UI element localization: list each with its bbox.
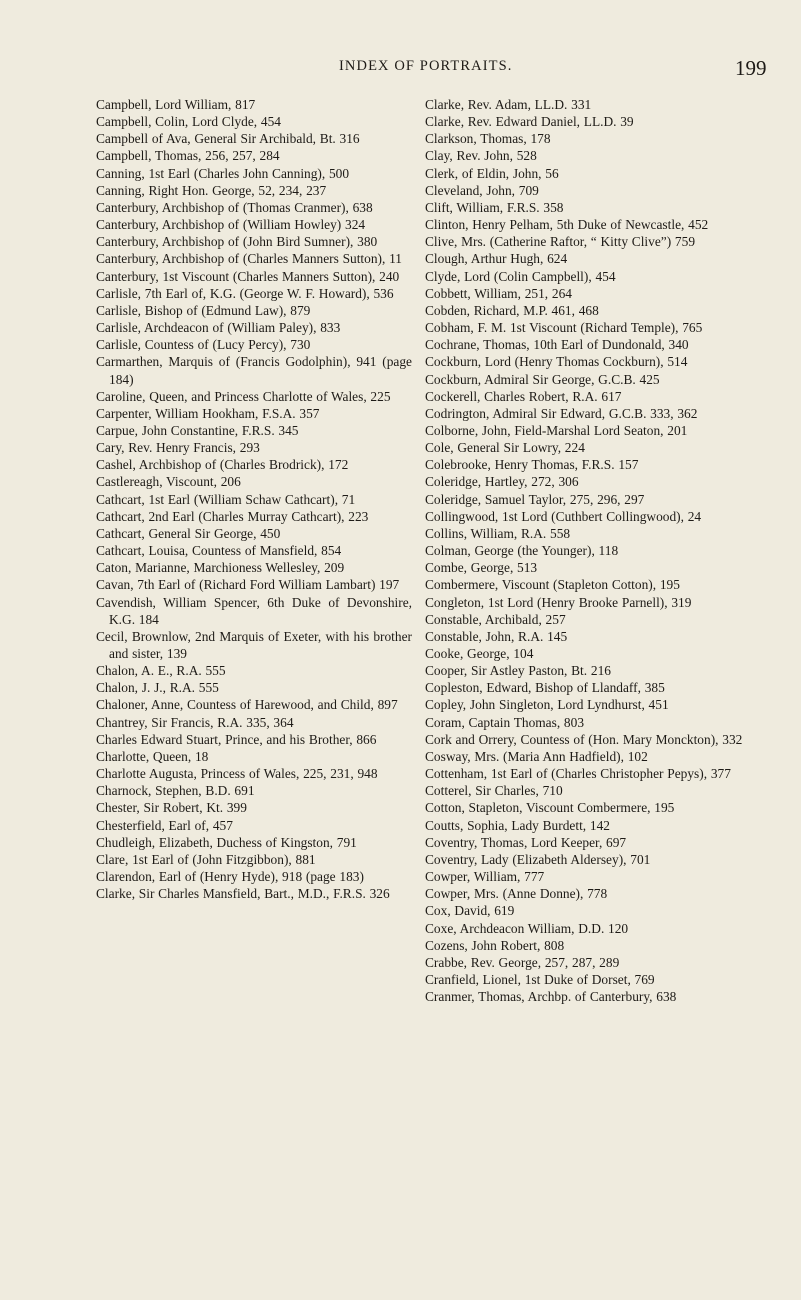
index-entry: Cottenham, 1st Earl of (Charles Christopher Pepys), 377 <box>425 766 731 782</box>
index-entry: Clarke, Rev. Edward Daniel, LL.D. 39 <box>425 114 634 130</box>
index-entry: Campbell, Thomas, 256, 257, 284 <box>96 148 280 164</box>
index-entry: Coram, Captain Thomas, 803 <box>425 714 585 730</box>
index-entry: Coleridge, Hartley, 272, 306 <box>425 474 579 490</box>
index-entry: Charnock, Stephen, B.D. 691 <box>96 783 255 799</box>
index-entry: Collins, William, R.A. 558 <box>425 525 571 541</box>
index-entry: Chaloner, Anne, Countess of Harewood, and Child, 897 <box>96 697 398 713</box>
index-entry: Clough, Arthur Hugh, 624 <box>425 251 568 267</box>
index-column-left <box>96 96 412 902</box>
index-entry: Charlotte Augusta, Princess of Wales, 225, 231, 948 <box>96 766 378 782</box>
index-entry: Cranmer, Thomas, Archbp. of Canterbury, 638 <box>425 989 677 1005</box>
index-entry: Chesterfield, Earl of, 457 <box>96 817 233 833</box>
index-entry: Cork and Orrery, Countess of (Hon. Mary Monckton), 332 <box>425 731 743 747</box>
index-entry: Collingwood, 1st Lord (Cuthbert Collingwood), 24 <box>425 508 702 524</box>
index-entry: Clarkson, Thomas, 178 <box>425 131 551 147</box>
index-entry: Constable, Archibald, 257 <box>425 611 566 627</box>
index-entry: Caroline, Queen, and Princess Charlotte of Wales, 225 <box>96 388 391 404</box>
index-entry: Clinton, Henry Pelham, 5th Duke of Newcastle, 452 <box>425 217 709 233</box>
index-entry: Colebrooke, Henry Thomas, F.R.S. 157 <box>425 457 639 473</box>
index-entry: Clare, 1st Earl of (John Fitzgibbon), 881 <box>96 851 316 867</box>
index-entry: Cathcart, 1st Earl (William Schaw Cathcart), 71 <box>96 491 356 507</box>
index-entry: Carlisle, Countess of (Lucy Percy), 730 <box>96 337 311 353</box>
index-entry: Chester, Sir Robert, Kt. 399 <box>96 800 247 816</box>
index-entry: Clyde, Lord (Colin Campbell), 454 <box>425 268 616 284</box>
index-entry: Cathcart, General Sir George, 450 <box>96 525 281 541</box>
index-entry: Constable, John, R.A. 145 <box>425 628 568 644</box>
index-entry: Cowper, Mrs. (Anne Donne), 778 <box>425 886 608 902</box>
index-entry: Cavan, 7th Earl of (Richard Ford William Lambart) 197 <box>96 577 400 593</box>
index-entry: Carlisle, 7th Earl of, K.G. (George W. F. Howard), 536 <box>96 285 394 301</box>
index-entry: Cleveland, John, 709 <box>425 182 539 198</box>
index-entry: Cozens, John Robert, 808 <box>425 937 565 953</box>
index-entry: Cary, Rev. Henry Francis, 293 <box>96 440 260 456</box>
index-entry: Cathcart, Louisa, Countess of Mansfield, 854 <box>96 543 342 559</box>
index-entry: Cooper, Sir Astley Paston, Bt. 216 <box>425 663 611 679</box>
running-head <box>0 58 801 82</box>
index-entry: Coventry, Lady (Elizabeth Aldersey), 701 <box>425 851 651 867</box>
index-entry: Cockburn, Lord (Henry Thomas Cockburn), 514 <box>425 354 688 370</box>
index-column-right <box>425 96 745 1005</box>
index-entry: Cox, David, 619 <box>425 903 515 919</box>
index-entry: Combermere, Viscount (Stapleton Cotton), 195 <box>425 577 680 593</box>
index-entry: Chalon, J. J., R.A. 555 <box>96 680 219 696</box>
index-entry: Carpue, John Constantine, F.R.S. 345 <box>96 422 299 438</box>
index-entry: Carmarthen, Marquis of (Francis Godolphin), 941 (page 184) <box>96 354 412 387</box>
index-entry: Canterbury, 1st Viscount (Charles Manners Sutton), 240 <box>96 268 400 284</box>
index-entry: Cotton, Stapleton, Viscount Combermere, 195 <box>425 800 675 816</box>
index-entry: Cobham, F. M. 1st Viscount (Richard Temple), 765 <box>425 320 703 336</box>
index-entry: Canning, Right Hon. George, 52, 234, 237 <box>96 182 327 198</box>
index-entry: Campbell of Ava, General Sir Archibald, Bt. 316 <box>96 131 360 147</box>
index-entry: Colborne, John, Field-Marshal Lord Seaton, 201 <box>425 422 688 438</box>
index-entry: Cockburn, Admiral Sir George, G.C.B. 425 <box>425 371 660 387</box>
index-entry: Chalon, A. E., R.A. 555 <box>96 663 226 679</box>
index-entry: Cole, General Sir Lowry, 224 <box>425 440 585 456</box>
index-entry: Congleton, 1st Lord (Henry Brooke Parnell), 319 <box>425 594 692 610</box>
index-entry: Canterbury, Archbishop of (Charles Manners Sutton), 11 <box>96 251 402 267</box>
index-entry: Campbell, Lord William, 817 <box>96 97 256 112</box>
index-entry: Cranfield, Lionel, 1st Duke of Dorset, 769 <box>425 971 655 987</box>
index-entry: Charles Edward Stuart, Prince, and his Brother, 866 <box>96 731 377 747</box>
index-entry: Cavendish, William Spencer, 6th Duke of Devonshire, K.G. 184 <box>96 594 412 627</box>
index-entry: Crabbe, Rev. George, 257, 287, 289 <box>425 954 620 970</box>
index-entry: Cooke, George, 104 <box>425 646 534 661</box>
index-entry: Canterbury, Archbishop of (Thomas Cranmer), 638 <box>96 199 373 215</box>
index-entry: Copley, John Singleton, Lord Lyndhurst, 451 <box>425 697 669 713</box>
index-entry: Cockerell, Charles Robert, R.A. 617 <box>425 388 622 404</box>
index-entry: Clive, Mrs. (Catherine Raftor, “ Kitty Clive”) 759 <box>425 234 696 250</box>
index-entry: Clerk, of Eldin, John, 56 <box>425 165 559 181</box>
index-entry: Campbell, Colin, Lord Clyde, 454 <box>96 114 281 130</box>
page-number: 199 <box>735 56 767 80</box>
index-entry: Coleridge, Samuel Taylor, 275, 296, 297 <box>425 491 645 507</box>
index-entry: Canning, 1st Earl (Charles John Canning), 500 <box>96 165 350 181</box>
index-entry: Carlisle, Bishop of (Edmund Law), 879 <box>96 302 311 318</box>
index-entry: Cobbett, William, 251, 264 <box>425 285 572 301</box>
index-entry: Clay, Rev. John, 528 <box>425 148 537 164</box>
index-entry: Chantrey, Sir Francis, R.A. 335, 364 <box>96 714 294 730</box>
index-entry: Colman, George (the Younger), 118 <box>425 543 619 559</box>
index-entry: Charlotte, Queen, 18 <box>96 748 209 764</box>
running-title: INDEX OF PORTRAITS. <box>339 58 513 74</box>
index-entry: Canterbury, Archbishop of (John Bird Sumner), 380 <box>96 234 378 250</box>
index-entry: Clarke, Rev. Adam, LL.D. 331 <box>425 97 592 112</box>
index-entry: Cosway, Mrs. (Maria Ann Hadfield), 102 <box>425 748 648 764</box>
index-entry: Cowper, William, 777 <box>425 869 545 885</box>
index-entry: Clarendon, Earl of (Henry Hyde), 918 (page 183) <box>96 869 364 885</box>
index-entry: Coutts, Sophia, Lady Burdett, 142 <box>425 817 610 833</box>
index-entry: Cathcart, 2nd Earl (Charles Murray Cathcart), 223 <box>96 508 369 524</box>
index-entry: Carpenter, William Hookham, F.S.A. 357 <box>96 405 320 421</box>
index-entry: Clift, William, F.R.S. 358 <box>425 199 564 215</box>
index-entry: Cotterel, Sir Charles, 710 <box>425 783 563 799</box>
index-entry: Castlereagh, Viscount, 206 <box>96 474 241 490</box>
index-entry: Cashel, Archbishop of (Charles Brodrick), 172 <box>96 457 349 473</box>
index-entry: Cecil, Brownlow, 2nd Marquis of Exeter, with his brother and sister, 139 <box>96 628 412 661</box>
index-entry: Caton, Marianne, Marchioness Wellesley, 209 <box>96 560 345 576</box>
index-entry: Codrington, Admiral Sir Edward, G.C.B. 333, 362 <box>425 405 698 421</box>
index-entry: Chudleigh, Elizabeth, Duchess of Kingston, 791 <box>96 834 357 850</box>
index-entry: Clarke, Sir Charles Mansfield, Bart., M.D., F.R.S. 326 <box>96 886 390 902</box>
index-entry: Copleston, Edward, Bishop of Llandaff, 385 <box>425 680 665 696</box>
index-entry: Cochrane, Thomas, 10th Earl of Dundonald, 340 <box>425 337 689 353</box>
index-entry: Carlisle, Archdeacon of (William Paley), 833 <box>96 320 341 336</box>
index-entry: Cobden, Richard, M.P. 461, 468 <box>425 302 599 318</box>
index-entry: Canterbury, Archbishop of (William Howley) 324 <box>96 217 366 233</box>
index-entry: Combe, George, 513 <box>425 560 538 576</box>
index-entry: Coxe, Archdeacon William, D.D. 120 <box>425 920 629 936</box>
index-entry: Coventry, Thomas, Lord Keeper, 697 <box>425 834 627 850</box>
